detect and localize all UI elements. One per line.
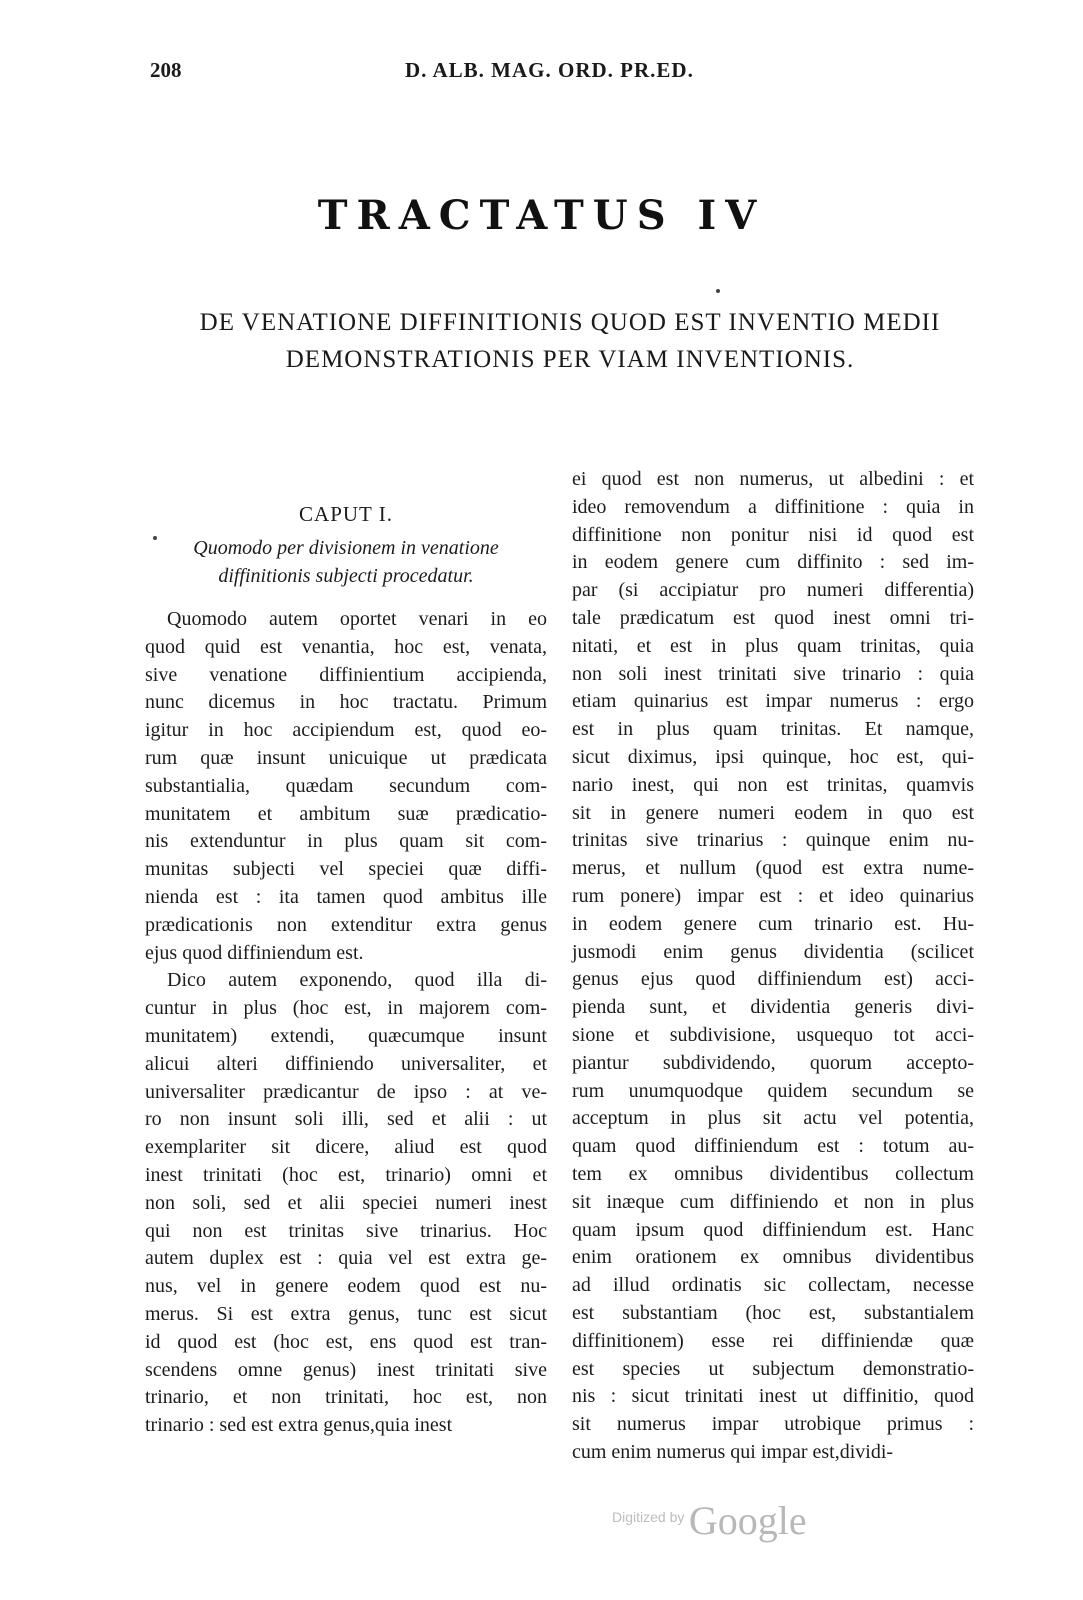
text-line: est species ut subjectum demonstratio-: [572, 1357, 974, 1380]
text-line: sit numerus impar utrobique primus :: [572, 1413, 974, 1436]
text-line: jusmodi enim genus dividentia (scilicet: [572, 940, 974, 963]
text-line: non soli, sed et alii speciei numeri inest: [145, 1191, 547, 1214]
text-line: trinitas sive trinarius : quinque enim nu-: [572, 829, 974, 852]
text-line: exemplariter sit dicere, aliud est quod: [145, 1136, 547, 1159]
text-line: id quod est (hoc est, ens quod est tran-: [145, 1330, 547, 1353]
text-line: merus, et nullum (quod est extra nume-: [572, 857, 974, 880]
text-line: ro non insunt soli illi, sed et alii : ut: [145, 1108, 547, 1131]
text-line: tem ex omnibus dividentibus collectum: [572, 1162, 974, 1185]
text-line: alicui alteri diffiniendo universaliter, et: [145, 1052, 547, 1075]
left-column-text: [145, 606, 547, 1440]
text-line: in eodem genere cum diffinito : sed im-: [572, 551, 974, 574]
digitized-label: Digitized by: [612, 1509, 685, 1525]
google-wordmark: Google: [688, 1498, 807, 1543]
caput-title: CAPUT I.: [299, 502, 393, 526]
text-line: rum ponere) impar est : et ideo quinarius: [572, 884, 974, 907]
text-line: nario inest, qui non est trinitas, quamvis: [572, 773, 974, 796]
text-line: etiam quinarius est impar numerus : ergo: [572, 690, 974, 713]
text-line: nienda est : ita tamen quod ambitus ille: [145, 885, 547, 908]
text-line: est in plus quam trinitas. Et namque,: [572, 718, 974, 741]
text-line: qui non est trinitas sive trinarius. Hoc: [145, 1219, 547, 1242]
text-line: nis extenduntur in plus quam sit com-: [145, 830, 547, 853]
text-line: nis : sicut trinitati inest ut diffinitio, quod: [572, 1385, 974, 1408]
text-line: merus. Si est extra genus, tunc est sicut: [145, 1302, 547, 1325]
text-line: nitati, et est in plus quam trinitas, quia: [572, 634, 974, 657]
text-line: sit in genere numeri eodem in quo est: [572, 801, 974, 824]
digitized-by-google-watermark: [612, 1497, 807, 1557]
text-line: trinario : sed est extra genus,quia inest: [145, 1414, 453, 1437]
text-line: rum unumquodque quidem secundum se: [572, 1079, 974, 1102]
text-line: acceptum in plus sit actu vel potentia,: [572, 1107, 974, 1130]
text-line: in eodem genere cum trinario est. Hu-: [572, 912, 974, 935]
page-number: 208: [150, 58, 182, 82]
text-line: sione et subdivisione, usquequo tot acci-: [572, 1023, 974, 1046]
caput-subtitle-line-2: diffinitionis subjecti procedatur.: [218, 565, 474, 587]
text-line: inest trinitati (hoc est, trinario) omni et: [145, 1163, 547, 1186]
text-line: sit inæque cum diffiniendo et non in plus: [572, 1190, 974, 1213]
text-line: munitas subjecti vel speciei quæ diffi-: [145, 858, 547, 881]
right-column-text: [572, 466, 974, 1467]
text-line: substantialia, quædam secundum com-: [145, 774, 547, 797]
text-line: piantur subdividendo, quorum accepto-: [572, 1051, 974, 1074]
text-line: rum quæ insunt unicuique ut prædicata: [145, 746, 547, 769]
subtitle-line-2: DEMONSTRATIONIS PER VIAM INVENTIONIS.: [285, 346, 855, 373]
text-line: prædicationis non extenditur extra genus: [145, 913, 547, 936]
text-line: enim orationem ex omnibus dividentibus: [572, 1246, 974, 1269]
text-line: est substantiam (hoc est, substantialem: [572, 1301, 974, 1324]
print-speck: [716, 289, 720, 293]
text-line: sicut diximus, ipsi quinque, hoc est, qui-: [572, 745, 974, 768]
tractatus-subtitle: [180, 304, 960, 378]
text-line: nus, vel in genere eodem quod est nu-: [145, 1275, 547, 1298]
spacer: [145, 590, 547, 606]
text-line: par (si accipiatur pro numeri differentia): [572, 579, 974, 602]
text-line: ideo removendum a diffinitione : quia in: [572, 495, 974, 518]
caput-subtitle-line-1: Quomodo per divisionem in venatione: [193, 537, 499, 559]
text-line: cuntur in plus (hoc est, in majorem com-: [145, 997, 547, 1020]
subtitle-line-1: DE VENATIONE DIFFINITIONIS QUOD EST INVENTIO MEDII: [199, 309, 941, 336]
text-line: quam quod diffiniendum est : totum au-: [572, 1135, 974, 1158]
text-line: non soli inest trinitati sive trinario : quia: [572, 662, 974, 685]
left-column: [145, 466, 547, 1440]
text-line: Dico autem exponendo, quod illa di-: [167, 969, 547, 992]
tractatus-title: TRACTATUS IV: [317, 192, 766, 239]
text-line: diffinitione non ponitur nisi id quod est: [572, 523, 974, 546]
text-line: sive venatione diffinientium accipienda,: [145, 663, 547, 686]
text-line: trinario, et non trinitati, hoc est, non: [145, 1386, 547, 1409]
text-line: Quomodo autem oportet venari in eo: [167, 608, 547, 630]
text-line: pienda sunt, et dividentia generis divi-: [572, 996, 974, 1019]
text-line: nunc dicemus in hoc tractatu. Primum: [145, 691, 547, 714]
text-line: autem duplex est : quia vel est extra ge-: [145, 1247, 547, 1270]
text-line: cum enim numerus qui impar est,dividi-: [572, 1440, 894, 1463]
text-line: genus ejus quod diffiniendum est) acci-: [572, 968, 974, 991]
text-line: scendens omne genus) inest trinitati sive: [145, 1358, 547, 1381]
running-head-title: D. ALB. MAG. ORD. PR.ED.: [405, 58, 694, 82]
right-column: [572, 466, 974, 1467]
text-line: munitatem) extendi, quæcumque insunt: [145, 1024, 547, 1047]
text-line: tale prædicatum est quod inest omni tri-: [572, 606, 974, 629]
text-line: quod quid est venantia, hoc est, venata,: [145, 635, 547, 658]
running-head: [150, 58, 965, 88]
text-line: ejus quod diffiniendum est.: [145, 941, 364, 964]
text-line: diffinitionem) esse rei diffiniendæ quæ: [572, 1329, 974, 1352]
text-line: ei quod est non numerus, ut albedini : et: [572, 468, 974, 490]
text-line: quam ipsum quod diffiniendum est. Hanc: [572, 1218, 974, 1241]
text-line: munitatem et ambitum suæ prædicatio-: [145, 802, 547, 825]
text-line: igitur in hoc accipiendum est, quod eo-: [145, 719, 547, 742]
text-line: ad illud ordinatis sic collectam, necesse: [572, 1274, 974, 1297]
text-line: universaliter prædicantur de ipso : at ve-: [145, 1080, 547, 1103]
